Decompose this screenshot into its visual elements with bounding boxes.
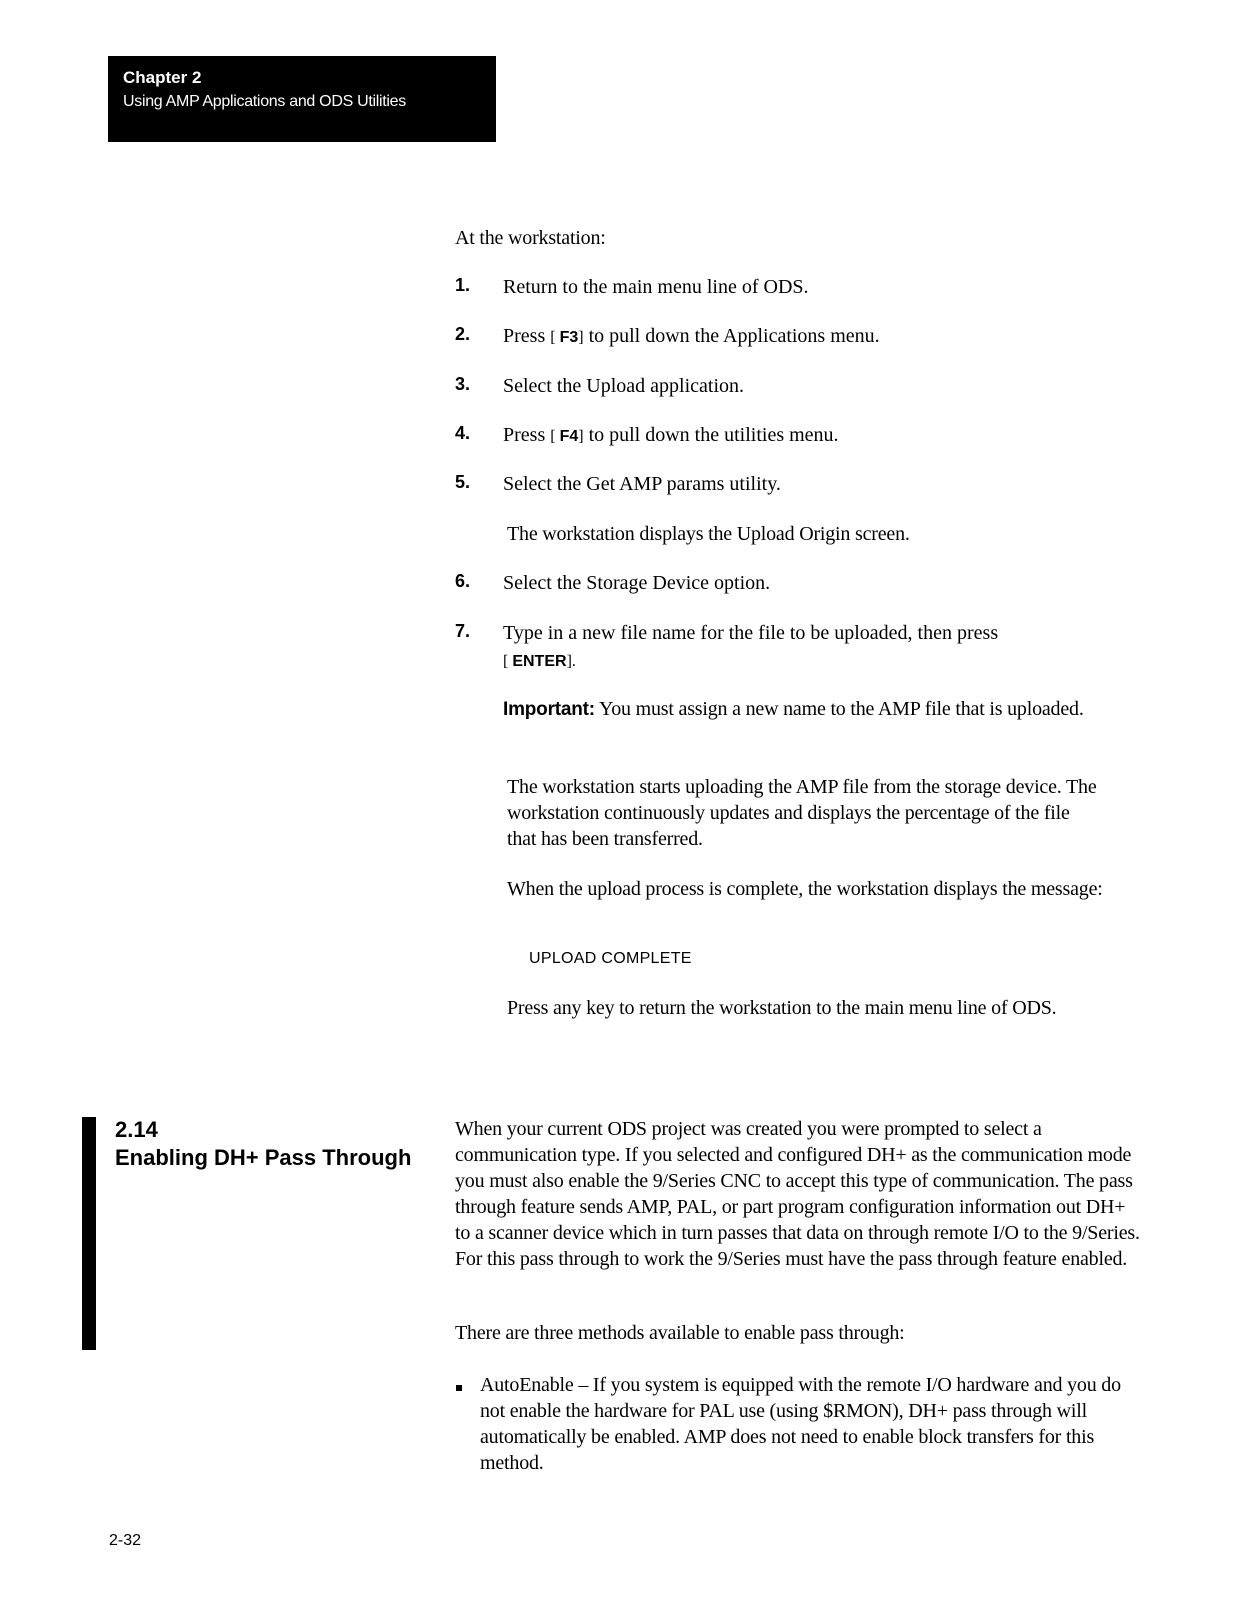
complete-paragraph: When the upload process is complete, the workstation displays the message: xyxy=(507,878,1103,900)
step-text-cont: [ ENTER]. xyxy=(503,653,576,670)
step-text: Type in a new file name for the file to be uploaded, then press xyxy=(503,622,999,644)
key-enter: ENTER xyxy=(512,653,567,670)
step-number: 3. xyxy=(455,374,471,394)
step-number: 6. xyxy=(455,571,471,591)
step-text: Return to the main menu line of ODS. xyxy=(503,276,809,298)
section-paragraph-2: There are three methods available to enable pass through: xyxy=(455,1322,905,1344)
chapter-number: Chapter 2 xyxy=(123,68,202,87)
step-number: 1. xyxy=(455,275,471,295)
chapter-title: Using AMP Applications and ODS Utilities xyxy=(123,93,406,110)
chapter-header xyxy=(108,56,496,142)
bullet-item: AutoEnable – If you system is equipped with the remote I/O hardware and you do not enable the hardware for PAL use (using $RMON), DH+ pass through will automatically be enabled. AMP does not need to enable block transfers for this method. xyxy=(480,1374,1121,1474)
step5-result: The workstation displays the Upload Origin screen. xyxy=(507,523,910,545)
step-number: 4. xyxy=(455,423,471,443)
uploading-paragraph: The workstation starts uploading the AMP file from the storage device. The workstation continuously updates and displays the percentage of the file that has been transferred. xyxy=(507,776,1097,850)
key-f3: F3 xyxy=(559,329,579,346)
step-number: 5. xyxy=(455,472,471,492)
bullet-icon xyxy=(456,1385,462,1391)
step-post: to pull down the Applications menu. xyxy=(583,325,880,347)
step-text: Select the Storage Device option. xyxy=(503,572,771,594)
important-note xyxy=(503,696,1103,723)
intro-text: At the workstation: xyxy=(455,227,606,249)
step-pre: Press xyxy=(503,325,551,347)
important-text: You must assign a new name to the AMP file that is uploaded. xyxy=(594,698,1084,720)
step-number: 7. xyxy=(455,621,471,641)
section-side-bar xyxy=(82,1117,96,1350)
page-number: 2-32 xyxy=(109,1532,142,1549)
section-number: 2.14 xyxy=(115,1117,158,1142)
important-label: Important: xyxy=(503,699,595,720)
step-text: Press [ F3] to pull down the Applications menu. xyxy=(503,325,880,347)
step-text: Select the Upload application. xyxy=(503,375,745,397)
step-post: to pull down the utilities menu. xyxy=(583,424,839,446)
step-pre: Press xyxy=(503,424,551,446)
press-any-key-paragraph: Press any key to return the workstation to the main menu line of ODS. xyxy=(507,997,1057,1019)
upload-complete-message: UPLOAD COMPLETE xyxy=(529,950,692,967)
section-title: Enabling DH+ Pass Through xyxy=(115,1145,412,1170)
key-f4: F4 xyxy=(559,428,579,445)
step-number: 2. xyxy=(455,324,471,344)
step-text: Press [ F4] to pull down the utilities menu. xyxy=(503,424,839,446)
section-paragraph-1: When your current ODS project was created you were prompted to select a communication type. If you selected and configured DH+ as the communication mode you must also enable the 9/Series CNC to accept this type of communication. The pass through feature sends AMP, PAL, or part program configuration information out DH+ to a scanner device which in turn passes that data on through remote I/O to the 9/Series. For this pass through to work the 9/Series must have the pass through feature enabled. xyxy=(455,1118,1140,1270)
step-text: Select the Get AMP params utility. xyxy=(503,473,781,495)
